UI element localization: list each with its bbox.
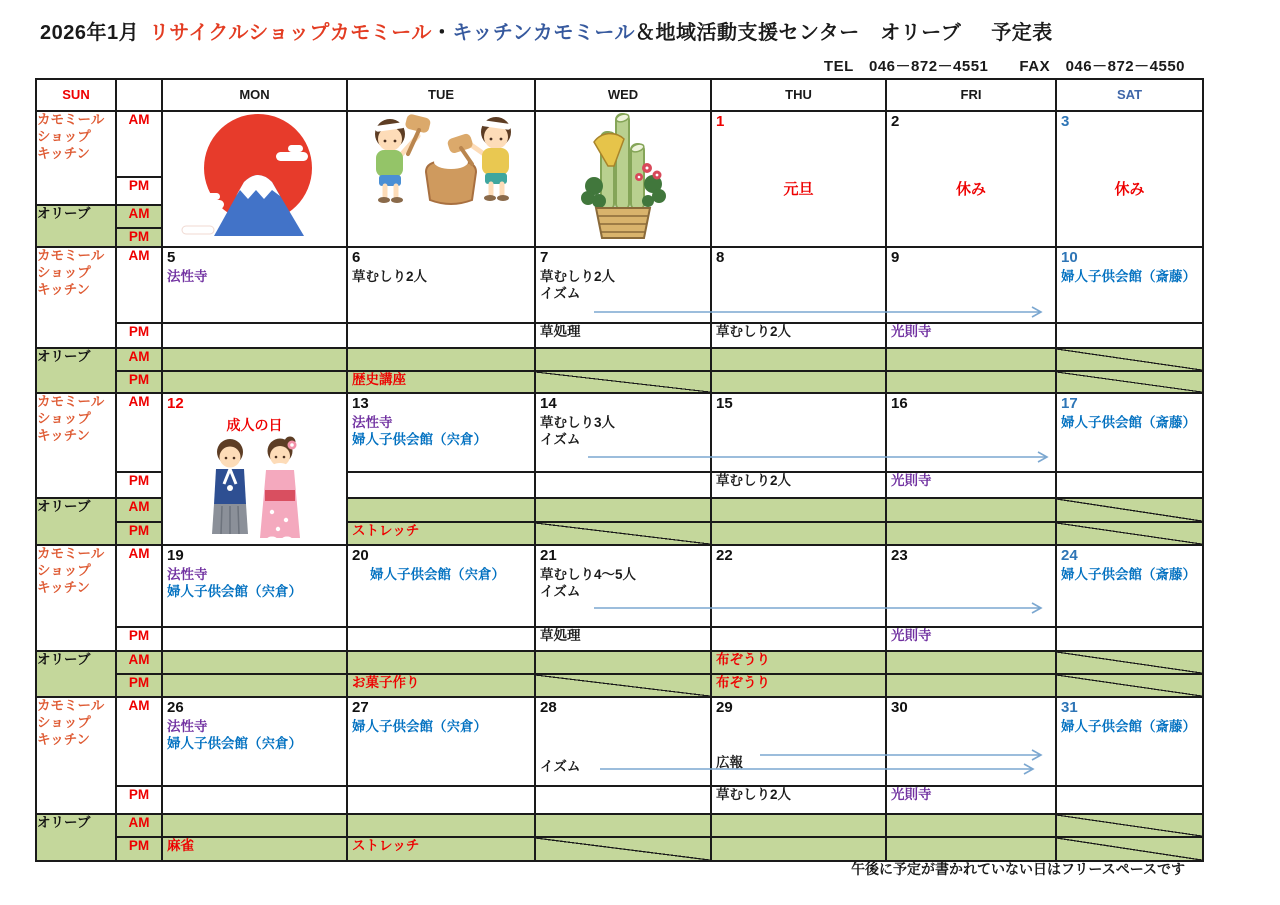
closed-cell — [1056, 814, 1203, 837]
week2-olive-pm-row — [36, 371, 1203, 393]
venue-entry: 婦人子供会館（宍倉） — [370, 566, 505, 582]
venue-entry: 婦人子供会館（斎藤） — [1061, 268, 1196, 284]
cell-jan-23-pm — [886, 627, 1056, 651]
olive-event: お菓子作り — [347, 674, 535, 697]
row-label-camomile: カモミール ショップ キッチン — [36, 545, 116, 651]
closed-cell — [1056, 674, 1203, 697]
week4-am-row — [36, 545, 1203, 627]
pm-label: PM — [116, 522, 162, 545]
weekday-header-row — [36, 79, 1203, 111]
task-entry: 草むしり2人 — [540, 268, 616, 284]
venue-entry: 婦人子供会館（斎藤） — [1061, 414, 1196, 430]
closed-cell — [1056, 348, 1203, 371]
date-number: 12 — [167, 394, 184, 412]
cell-jan-7-am — [535, 247, 711, 323]
venue-entry: 婦人子供会館（斎藤） — [1061, 566, 1196, 582]
week5-olive-am-row — [36, 814, 1203, 837]
cell-week1-mon — [162, 111, 347, 247]
week4-olive-am-row — [36, 651, 1203, 674]
page-title — [40, 16, 1053, 45]
closed-cell — [1056, 371, 1203, 393]
cell-jan-6-pm — [347, 323, 535, 348]
cell-jan-13-pm — [347, 472, 535, 498]
pm-label: PM — [116, 371, 162, 393]
task-entry: 広報 — [716, 754, 743, 770]
cell-jan-17-am — [1056, 393, 1203, 472]
date-number: 29 — [716, 698, 733, 716]
temple-entry: 法性寺 — [167, 718, 208, 734]
temple-entry: 光則寺 — [891, 786, 932, 802]
cell-jan-28-pm — [535, 786, 711, 814]
pm-label: PM — [116, 674, 162, 697]
date-number: 5 — [167, 248, 176, 266]
title-center-name: ＆地域活動支援センター オリーブ — [635, 22, 962, 44]
venue-entry: 婦人子供会館（宍倉） — [352, 718, 487, 734]
task-entry: 草むしり2人 — [352, 268, 428, 284]
title-suffix: 予定表 — [991, 22, 1053, 44]
date-number: 27 — [352, 698, 369, 716]
olive-event: 麻雀 — [162, 837, 347, 861]
date-number: 23 — [891, 546, 908, 564]
week2-am-row — [36, 247, 1203, 323]
date-number: 24 — [1061, 546, 1078, 564]
cell-jan-26-am — [162, 697, 347, 786]
cell-jan-29-pm — [711, 786, 886, 814]
temple-entry: 光則寺 — [891, 472, 932, 488]
cell-jan-10-am — [1056, 247, 1203, 323]
week4-olive-pm-row — [36, 674, 1203, 697]
row-label-camomile: カモミール ショップ キッチン — [36, 697, 116, 814]
cell-jan-8-am — [711, 247, 886, 323]
header-wed: WED — [535, 79, 711, 111]
row-label-olive: オリーブ — [36, 814, 116, 861]
cell-jan-24-pm — [1056, 627, 1203, 651]
cell-jan-5-pm — [162, 323, 347, 348]
week5-am-row — [36, 697, 1203, 786]
pm-label: PM — [116, 177, 162, 205]
date-number: 10 — [1061, 248, 1078, 266]
task-entry: 草むしり2人 — [716, 472, 792, 488]
am-label: AM — [116, 247, 162, 323]
date-number: 3 — [1061, 113, 1070, 130]
closed-cell — [1056, 837, 1203, 861]
venue-entry: 婦人子供会館（宍倉） — [167, 735, 302, 751]
pm-label: PM — [116, 323, 162, 348]
week5-pm-row — [36, 786, 1203, 814]
week5-olive-pm-row — [36, 837, 1203, 861]
cell-jan-30-pm — [886, 786, 1056, 814]
closed-cell — [535, 674, 711, 697]
week2-pm-row — [36, 323, 1203, 348]
title-month: 2026年1月 — [40, 22, 140, 44]
closed-cell — [535, 522, 711, 545]
cell-jan-13-am — [347, 393, 535, 472]
holiday-note: 元旦 — [783, 180, 814, 198]
date-number: 14 — [540, 394, 557, 412]
cell-jan-26-pm — [162, 786, 347, 814]
cell-jan-14-pm — [535, 472, 711, 498]
temple-entry: 光則寺 — [891, 323, 932, 339]
cell-jan-19-am — [162, 545, 347, 627]
cell-jan-14-am — [535, 393, 711, 472]
cell-jan-20-am — [347, 545, 535, 627]
am-label: AM — [116, 348, 162, 371]
date-number: 7 — [540, 248, 549, 266]
row-label-olive: オリーブ — [36, 205, 116, 247]
row-label-olive: オリーブ — [36, 348, 116, 393]
temple-entry: 法性寺 — [167, 566, 208, 582]
closed-cell — [535, 837, 711, 861]
pm-label: PM — [116, 472, 162, 498]
row-label-camomile: カモミール ショップ キッチン — [36, 393, 116, 498]
cell-jan-22-am — [711, 545, 886, 627]
am-label: AM — [116, 498, 162, 522]
date-number: 1 — [716, 113, 725, 130]
pm-label: PM — [116, 627, 162, 651]
date-number: 17 — [1061, 394, 1078, 412]
header-blank — [116, 79, 162, 111]
task-entry: 草むしり4～5人 — [540, 566, 637, 582]
cell-jan-9-am — [886, 247, 1056, 323]
cell-jan-19-pm — [162, 627, 347, 651]
closed-cell — [1056, 651, 1203, 674]
date-number: 8 — [716, 248, 725, 266]
am-label: AM — [116, 393, 162, 472]
title-kitchen-name: キッチンカモミール — [452, 22, 636, 44]
venue-entry: 婦人子供会館（斎藤） — [1061, 718, 1196, 734]
holiday-note: 休み — [1114, 180, 1145, 198]
task-entry: 草むしり3人 — [540, 414, 616, 430]
kadomatsu-illustration — [568, 112, 678, 240]
holiday-note: 成人の日 — [226, 416, 283, 433]
am-label: AM — [116, 814, 162, 837]
cell-jan-17-pm — [1056, 472, 1203, 498]
olive-event: ストレッチ — [347, 837, 535, 861]
week2-olive-am-row — [36, 348, 1203, 371]
date-number: 15 — [716, 394, 733, 412]
cell-jan-21-am — [535, 545, 711, 627]
header-fri: FRI — [886, 79, 1056, 111]
first-sunrise-mount-fuji-illustration — [180, 112, 330, 238]
pm-label: PM — [116, 837, 162, 861]
cell-jan-24-am — [1056, 545, 1203, 627]
temple-entry: 光則寺 — [891, 627, 932, 643]
task-entry: イズム — [540, 758, 581, 774]
date-number: 26 — [167, 698, 184, 716]
cell-jan-8-pm — [711, 323, 886, 348]
pm-label: PM — [116, 786, 162, 814]
cell-week1-tue — [347, 111, 535, 247]
date-number: 30 — [891, 698, 908, 716]
cell-jan-27-am — [347, 697, 535, 786]
date-number: 31 — [1061, 698, 1078, 716]
task-entry: イズム — [540, 285, 581, 301]
date-number: 19 — [167, 546, 184, 564]
am-label: AM — [116, 651, 162, 674]
header-mon: MON — [162, 79, 347, 111]
header-sat: SAT — [1056, 79, 1203, 111]
date-number: 9 — [891, 248, 900, 266]
cell-jan-16-am — [886, 393, 1056, 472]
cell-jan-10-pm — [1056, 323, 1203, 348]
task-entry: イズム — [540, 431, 581, 447]
schedule-table — [35, 78, 1204, 862]
cell-jan-29-am — [711, 697, 886, 786]
temple-entry: 法性寺 — [352, 414, 393, 430]
row-label-olive: オリーブ — [36, 498, 116, 545]
footer-note: 午後に予定が書かれていない日はフリースペースです — [850, 861, 1185, 877]
header-sun: SUN — [36, 79, 116, 111]
cell-jan-2 — [886, 111, 1056, 247]
cell-jan-30-am — [886, 697, 1056, 786]
cell-jan-28-am — [535, 697, 711, 786]
row-label-olive: オリーブ — [36, 651, 116, 697]
date-number: 16 — [891, 394, 908, 412]
cell-jan-7-pm — [535, 323, 711, 348]
cell-jan-9-pm — [886, 323, 1056, 348]
task-entry: 草むしり2人 — [716, 323, 792, 339]
cell-jan-3 — [1056, 111, 1203, 247]
closed-cell — [535, 371, 711, 393]
am-label: AM — [116, 111, 162, 177]
cell-jan-5-am — [162, 247, 347, 323]
olive-event: 布ぞうり — [711, 674, 886, 697]
date-number: 2 — [891, 113, 900, 130]
cell-jan-21-pm — [535, 627, 711, 651]
temple-entry: 法性寺 — [167, 268, 208, 284]
date-number: 13 — [352, 394, 369, 412]
week3-am-row — [36, 393, 1203, 472]
coming-of-age-couple-illustration — [180, 436, 330, 542]
cell-week1-wed — [535, 111, 711, 247]
date-number: 28 — [540, 698, 557, 716]
closed-cell — [1056, 498, 1203, 522]
task-entry: 草処理 — [540, 323, 581, 339]
week4-pm-row — [36, 627, 1203, 651]
cell-jan-23-am — [886, 545, 1056, 627]
date-number: 20 — [352, 546, 369, 564]
cell-jan-1 — [711, 111, 886, 247]
am-label: AM — [116, 697, 162, 786]
cell-jan-16-pm — [886, 472, 1056, 498]
week1-am-row — [36, 111, 1203, 177]
am-label: AM — [116, 205, 162, 228]
venue-entry: 婦人子供会館（宍倉） — [167, 583, 302, 599]
task-entry: イズム — [540, 583, 581, 599]
cell-jan-15-am — [711, 393, 886, 472]
pm-label: PM — [116, 228, 162, 247]
closed-cell — [1056, 522, 1203, 545]
title-separator: ・ — [431, 22, 453, 44]
contact-tel-fax: TEL 046－872－4551 FAX 046－872－4550 — [823, 58, 1185, 75]
date-number: 22 — [716, 546, 733, 564]
cell-jan-6-am — [347, 247, 535, 323]
header-tue: TUE — [347, 79, 535, 111]
cell-jan-20-pm — [347, 627, 535, 651]
cell-jan-31-am — [1056, 697, 1203, 786]
cell-jan-22-pm — [711, 627, 886, 651]
cell-jan-31-pm — [1056, 786, 1203, 814]
date-number: 6 — [352, 248, 361, 266]
olive-event: 布ぞうり — [711, 651, 886, 674]
cell-jan-27-pm — [347, 786, 535, 814]
task-entry: 草処理 — [540, 627, 581, 643]
olive-event: ストレッチ — [347, 522, 535, 545]
holiday-note: 休み — [955, 180, 986, 198]
am-label: AM — [116, 545, 162, 627]
date-number: 21 — [540, 546, 557, 564]
cell-jan-15-pm — [711, 472, 886, 498]
header-thu: THU — [711, 79, 886, 111]
mochi-pounding-boys-illustration — [348, 112, 534, 232]
task-entry: 草むしり2人 — [716, 786, 792, 802]
title-shop-name: リサイクルショップカモミール — [149, 22, 432, 44]
row-label-camomile: カモミール ショップ キッチン — [36, 247, 116, 348]
row-label-camomile: カモミール ショップ キッチン — [36, 111, 116, 205]
venue-entry: 婦人子供会館（宍倉） — [352, 431, 487, 447]
cell-jan-12 — [162, 393, 347, 545]
olive-event: 歴史講座 — [347, 371, 535, 393]
